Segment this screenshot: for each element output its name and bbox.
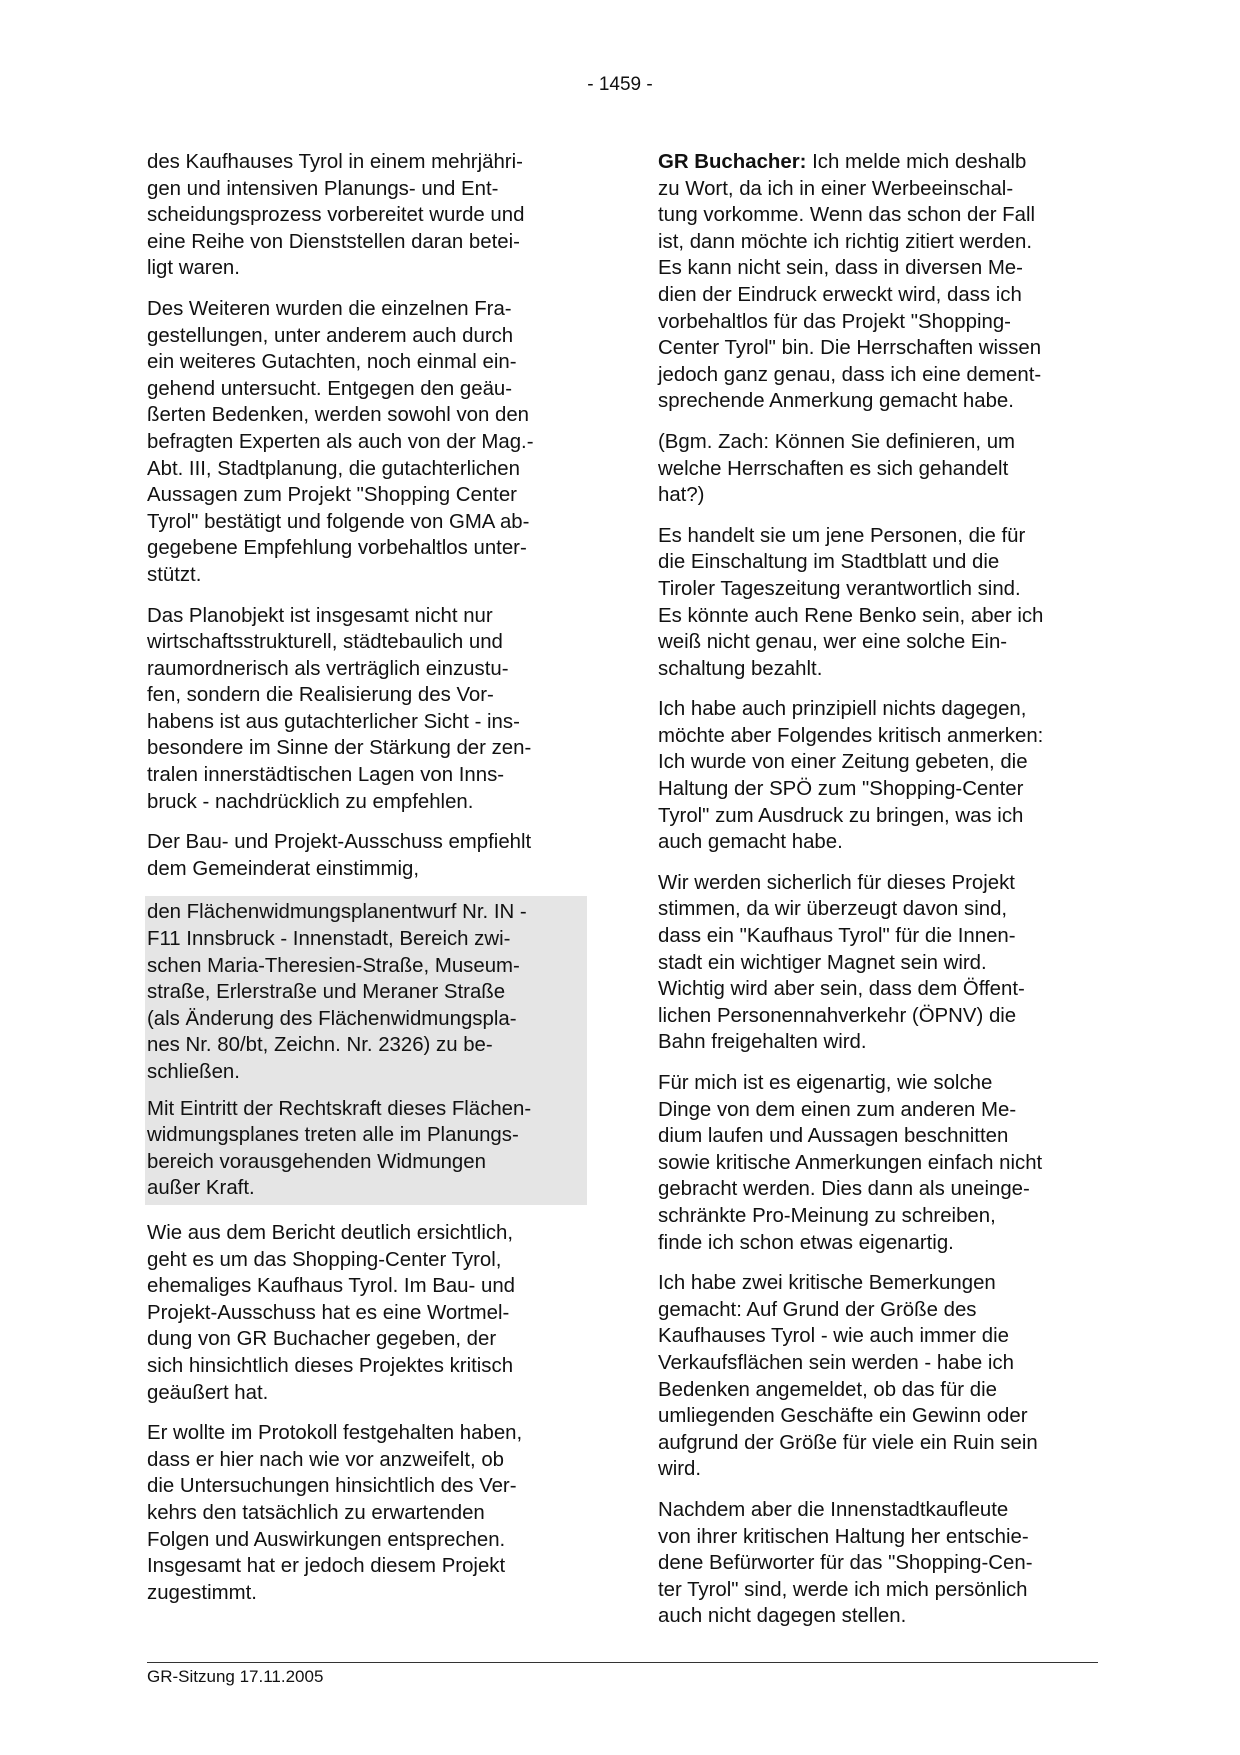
footer-rule bbox=[147, 1662, 1098, 1663]
right-column bbox=[658, 149, 1098, 1644]
left-paragraph-1: des Kaufhauses Tyrol in einem mehrjähri- gen und intensiven Planungs- und Ent- scheidungsprozess vorbereitet wurde und eine Reihe von Dienststellen daran betei- ligt waren. bbox=[147, 151, 525, 280]
left-paragraph-2: Des Weiteren wurden die einzelnen Fra- gestellungen, unter anderem auch durch ein weiteres Gutachten, noch einmal ein- gehend untersucht. Entgegen den geäu- ßerten Bedenken, werden sowohl von den befragten Experten als auch von der Mag.- Abt. III, Stadtplanung, die gutachterlichen Aussagen zum Projekt "Shopping Center Tyrol" bestätigt und folgende von GMA ab- gegebene Empfehlung vorbehaltlos unter- stützt. bbox=[147, 297, 534, 586]
left-paragraph-5: Wie aus dem Bericht deutlich ersichtlich, geht es um das Shopping-Center Tyrol, ehemaliges Kaufhaus Tyrol. Im Bau- und Projekt-Ausschuss hat es eine Wortmel- dung von GR Buchacher gegeben, der sich hinsichtlich dieses Projektes kritisch geäußert hat. bbox=[147, 1221, 515, 1404]
speaker-name: GR Buchacher: bbox=[658, 151, 807, 173]
left-column bbox=[147, 149, 587, 1620]
right-paragraph-8: Nachdem aber die Innenstadtkaufleute von ihrer kritischen Haltung her entschie- dene Befürworter für das "Shopping-Cen- ter Tyrol" sind, werde ich mich persönlich auch nicht dagegen stellen. bbox=[658, 1498, 1033, 1628]
right-paragraph-6: Für mich ist es eigenartig, wie solche Dinge von dem einen zum anderen Me- dium laufen und Aussagen beschnitten sowie kritische Anmerkungen einfach nicht gebracht werden. Dies dann als uneinge- schränkte Pro-Meinung zu schreiben, finde ich schon etwas eigenartig. bbox=[658, 1072, 1043, 1254]
right-paragraph-2: (Bgm. Zach: Können Sie definieren, um welche Herrschaften es sich gehandelt hat?) bbox=[658, 430, 1016, 507]
motion-paragraph-1: den Flächenwidmungsplanentwurf Nr. IN - F11 Innsbruck - Innenstadt, Bereich zwi- schen Maria-Theresien-Straße, Museum- straße, Erlerstraße und Meraner Straße (als Änderung des Flächenwidmungspla- nes Nr. 80/bt, Zeichn. Nr. 2326) zu be- schließen. bbox=[147, 901, 527, 1083]
right-paragraph-1 bbox=[658, 149, 1098, 415]
right-paragraph-3: Es handelt sie um jene Personen, die für die Einschaltung im Stadtblatt und die Tiroler Tageszeitung verantwortlich sind. Es könnte auch Rene Benko sein, aber ich weiß nicht genau, wer eine solche Ein- schaltung bezahlt. bbox=[658, 524, 1044, 680]
page-number: - 1459 - bbox=[587, 74, 653, 95]
right-paragraph-7: Ich habe zwei kritische Bemerkungen gemacht: Auf Grund der Größe des Kaufhauses Tyrol - wie auch immer die Verkaufsflächen sein werden - habe ich Bedenken angemeldet, ob das für die umliegenden Geschäfte ein Gewinn oder aufgrund der Größe für viele ein Ruin sein wird. bbox=[658, 1272, 1038, 1481]
left-paragraph-4: Der Bau- und Projekt-Ausschuss empfiehlt dem Gemeinderat einstimmig, bbox=[147, 831, 532, 880]
right-paragraph-4: Ich habe auch prinzipiell nichts dagegen, möchte aber Folgendes kritisch anmerken: Ich wurde von einer Zeitung gebeten, die Haltung der SPÖ zum "Shopping-Center Tyrol" zum Ausdruck zu bringen, was ich auch gemacht habe. bbox=[658, 698, 1044, 854]
motion-paragraph-2: Mit Eintritt der Rechtskraft dieses Flächen- widmungsplanes treten alle im Planungs- bereich vorausgehenden Widmungen außer Kraft. bbox=[147, 1097, 532, 1200]
left-paragraph-6: Er wollte im Protokoll festgehalten haben, dass er hier nach wie vor anzweifelt, ob die Untersuchungen hinsichtlich des Ver- kehrs den tatsächlich zu erwartenden Folgen und Auswirkungen entsprechen. Insgesamt hat er jedoch diesem Projekt zugestimmt. bbox=[147, 1422, 523, 1604]
footer-text: GR-Sitzung 17.11.2005 bbox=[147, 1667, 324, 1686]
speaker-statement: Ich melde mich deshalb zu Wort, da ich in einer Werbeeinschal- tung vorkomme. Wenn das schon der Fall ist, dann möchte ich richtig zitiert werden. Es kann nicht sein, dass in diversen Me- dien der Eindruck erweckt wird, dass ich vorbehaltlos für das Projekt "Shopping- Center Tyrol" bin. Die Herrschaften wissen jedoch ganz genau, dass ich eine dement- sprechende Anmerkung gemacht habe. bbox=[658, 151, 1042, 413]
left-paragraph-3: Das Planobjekt ist insgesamt nicht nur wirtschaftsstrukturell, städtebaulich und raumordnerisch als verträglich einzustu- fen, sondern die Realisierung des Vor- habens ist aus gutachterlicher Sicht - ins- besondere im Sinne der Stärkung der zen- tralen innerstädtischen Lagen von Inns- bruck - nachdrücklich zu empfehlen. bbox=[147, 604, 532, 813]
motion-box bbox=[145, 896, 587, 1205]
right-paragraph-5: Wir werden sicherlich für dieses Projekt stimmen, da wir überzeugt davon sind, dass ein "Kaufhaus Tyrol" für die Innen- stadt ein wichtiger Magnet sein wird. Wichtig wird aber sein, dass dem Öffent- lichen Personennahverkehr (ÖPNV) die Bahn freigehalten wird. bbox=[658, 871, 1025, 1054]
